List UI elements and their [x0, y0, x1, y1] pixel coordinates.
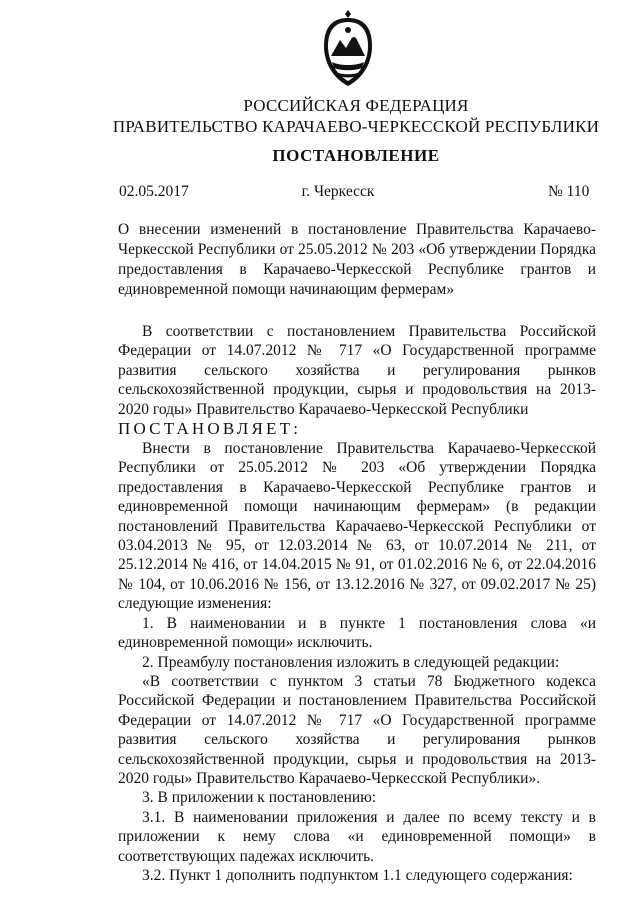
body-paragraph: «В соответствии с пунктом 3 статьи 78 Бюджетного кодекса Российской Федерации и постановлением Правительства Российской Федерации от 14.07.2012 № 717 «О Государственной программе развития сельского хозяйства и регулирования рынков сельскохозяйственной продукции, сырья и продовольствия на 2013-2020 годы» Правительство Карачаево-Черкесской Республики».: [118, 672, 596, 787]
document-type-title: ПОСТАНОВЛЕНИЕ: [272, 146, 440, 165]
government-header: ПРАВИТЕЛЬСТВО КАРАЧАЕВО-ЧЕРКЕССКОЙ РЕСПУБЛИКИ: [112, 117, 600, 136]
document-number: № 110: [548, 183, 590, 200]
body-paragraph: Внести в постановление Правительства Карачаево-Черкесской Республики от 25.05.2012 № 203 «Об утверждении Порядка предоставления в Карачаево-Черкесской Республике грантов и единовременной помощи начинающим фермерам» (в редакции постановлений Правительства Карачаево-Черкесской Республики от 03.04.2013 № 95, от 12.03.2014 № 63, от 10.07.2014 № 211, от 25.12.2014 № 416, от 14.04.2015 № 91, от 01.02.2016 № 6, от 22.04.2016 № 104, от 10.06.2016 № 156, от 13.12.2016 № 327, от 09.02.2017 № 25) следующие изменения:: [118, 440, 596, 613]
decree-word: ПОСТАНОВЛЯЕТ:: [118, 419, 302, 439]
body-paragraph: 3.2. Пункт 1 дополнить подпунктом 1.1 следующего содержания:: [142, 866, 573, 884]
body-paragraph: 1. В наименовании и в пункте 1 постановления слова «и единовременной помощи» исключить.: [118, 614, 596, 652]
body-paragraph: 3.1. В наименовании приложения и далее по всему тексту и в приложении к нему слова «и единовременной помощи» в соответствующих падежах исключить.: [118, 808, 596, 865]
document-date: 02.05.2017: [119, 183, 189, 200]
document-city: г. Черкесск: [301, 183, 375, 200]
body-paragraph: 3. В приложении к постановлению:: [142, 789, 377, 807]
country-header: РОССИЙСКАЯ ФЕДЕРАЦИЯ: [243, 96, 469, 115]
document-subject: О внесении изменений в постановление Правительства Карачаево-Черкесской Республики от 25.05.2012 № 203 «Об утверждении Порядка предоставления в Карачаево-Черкесской Республике грантов и единовременной помощи начинающим фермерам»: [118, 221, 596, 298]
coat-of-arms-emblem: [318, 8, 378, 88]
body-paragraph: 2. Преамбулу постановления изложить в следующей редакции:: [142, 653, 560, 671]
preamble-paragraph: В соответствии с постановлением Правительства Российской Федерации от 14.07.2012 № 717 «О Государственной программе развития сельского хозяйства и регулирования рынков сельскохозяйственной продукции, сырья и продовольствия на 2013-2020 годы» Правительство Карачаево-Черкесской Республики: [118, 323, 596, 418]
document-body: [118, 322, 596, 885]
